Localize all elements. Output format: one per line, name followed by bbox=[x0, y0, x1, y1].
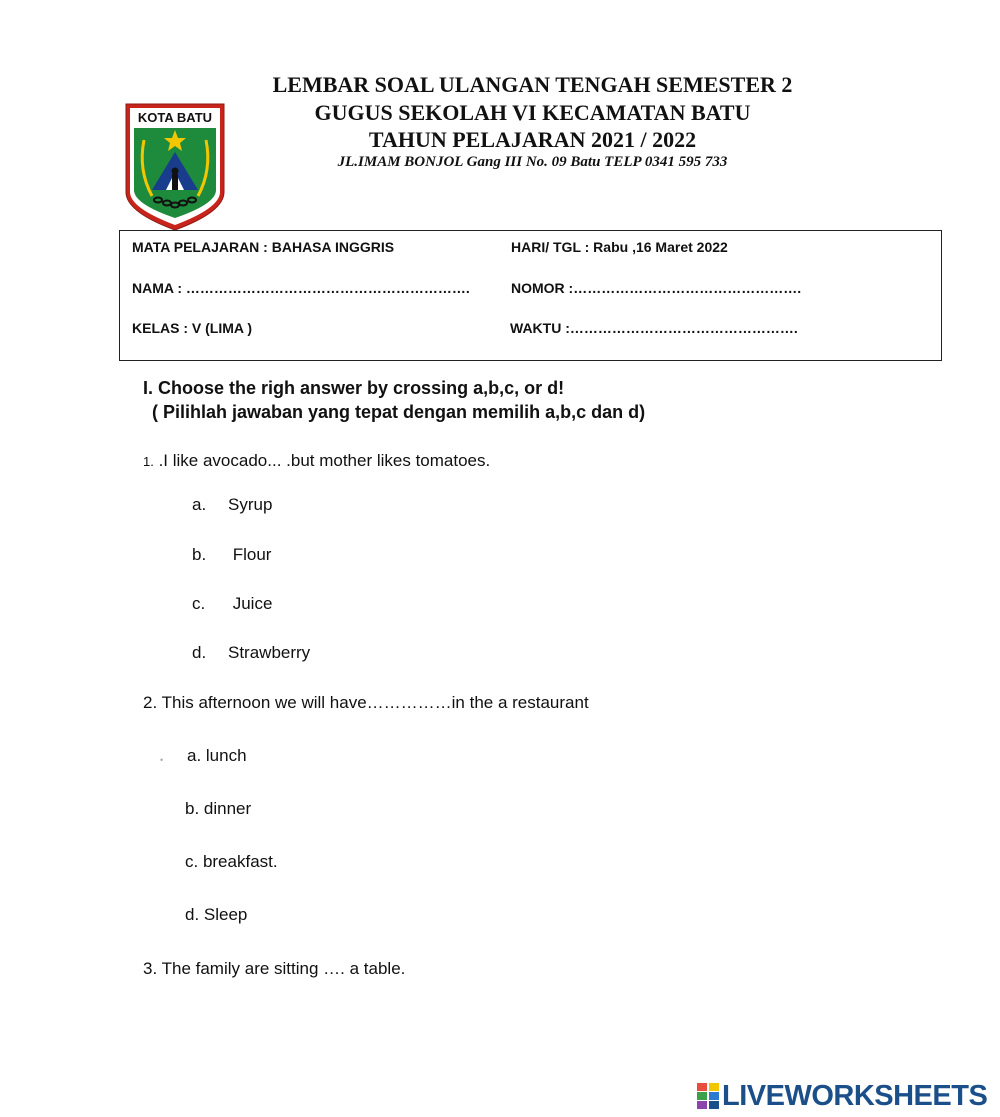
question-text: This afternoon we will have……………in the a restaurant bbox=[161, 693, 589, 712]
question-text: .I like avocado... .but mother likes tomatoes. bbox=[158, 451, 491, 470]
question-number: 3. bbox=[143, 959, 158, 978]
header-address: JL.IMAM BONJOL Gang III No. 09 Batu TELP 0341 595 733 bbox=[337, 154, 728, 170]
question-2 bbox=[143, 693, 589, 713]
instruction-indonesian: ( Pilihlah jawaban yang tepat dengan memilih a,b,c dan d) bbox=[152, 402, 646, 422]
q1-option-b[interactable]: b. Flour bbox=[192, 545, 272, 564]
question-number: 2. bbox=[143, 693, 158, 712]
date-label: HARI/ TGL : Rabu ,16 Maret 2022 bbox=[511, 239, 728, 255]
name-field[interactable]: NAMA : ……………………………………………………. bbox=[132, 280, 470, 296]
decorative-dot: • bbox=[160, 755, 164, 765]
q1-option-a[interactable]: a. Syrup bbox=[192, 495, 273, 514]
liveworksheets-logo[interactable] bbox=[697, 1080, 987, 1112]
q1-option-c[interactable]: c. Juice bbox=[192, 594, 273, 613]
kota-batu-emblem-icon bbox=[122, 100, 228, 232]
q1-option-d[interactable]: d. Strawberry bbox=[192, 643, 311, 662]
question-1 bbox=[143, 451, 490, 471]
time-field[interactable]: WAKTU :…………………………………………. bbox=[510, 320, 798, 336]
question-number: 1. bbox=[143, 454, 154, 469]
q2-option-d[interactable]: d. Sleep bbox=[185, 905, 248, 924]
logo-banner-text: KOTA BATU bbox=[137, 110, 213, 125]
question-text: The family are sitting …. a table. bbox=[161, 959, 406, 978]
q2-option-c[interactable]: c. breakfast. bbox=[185, 852, 278, 871]
subject-label: MATA PELAJARAN : BAHASA INGGRIS bbox=[132, 239, 395, 255]
question-3 bbox=[143, 959, 405, 979]
header-title: LEMBAR SOAL ULANGAN TENGAH SEMESTER 2 bbox=[272, 72, 793, 97]
brand-text: LIVEWORKSHEETS bbox=[722, 1079, 988, 1112]
number-field[interactable]: NOMOR :…………………………………………. bbox=[511, 280, 802, 296]
instruction-english: I. Choose the righ answer by crossing a,b,c, or d! bbox=[143, 378, 565, 398]
header-subtitle: GUGUS SEKOLAH VI KECAMATAN BATU bbox=[314, 100, 751, 125]
liveworksheets-icon bbox=[697, 1083, 719, 1109]
class-label: KELAS : V (LIMA ) bbox=[132, 320, 253, 336]
q2-option-a[interactable]: a. lunch bbox=[187, 746, 247, 765]
q2-option-b[interactable]: b. dinner bbox=[185, 799, 252, 818]
header-year: TAHUN PELAJARAN 2021 / 2022 bbox=[368, 127, 697, 152]
